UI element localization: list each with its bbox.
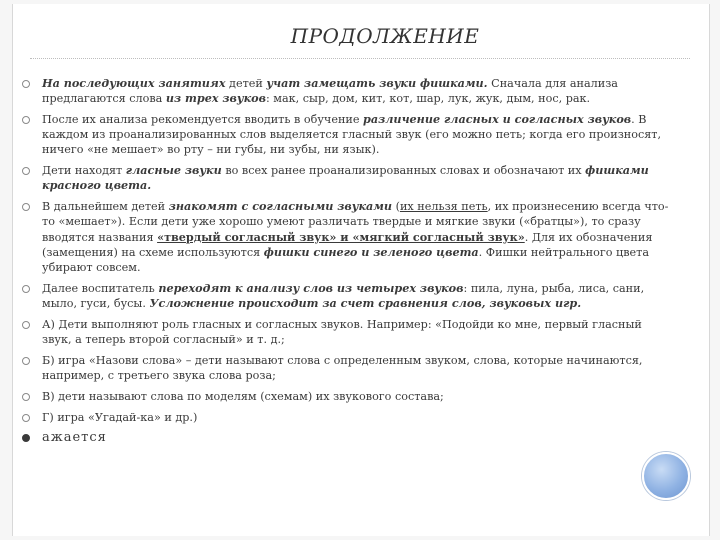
bullet-list bbox=[20, 76, 670, 451]
text-run: «твердый согласный звук» и «мягкий согласный звук» bbox=[157, 229, 525, 244]
text-run: знакомят с согласными звуками bbox=[168, 199, 393, 214]
text-run: учат замещать звуки фишками. bbox=[266, 76, 488, 90]
text-run: . Фишки нейтрального цвета убирают совсем. bbox=[42, 245, 650, 275]
text-run: переходят к анализу слов из четырех звуков bbox=[158, 280, 464, 295]
text-run: Далее воспитатель bbox=[42, 281, 159, 295]
bullet-icon bbox=[22, 357, 30, 365]
text-run: ажается bbox=[42, 430, 107, 446]
text-run: гласные звуки bbox=[125, 163, 222, 178]
bullet-icon bbox=[22, 203, 30, 211]
list-item bbox=[20, 389, 670, 404]
text-run: различение гласных и согласных звуков bbox=[363, 112, 632, 126]
list-item bbox=[20, 353, 670, 383]
text-run: Усложнение происходит за счет сравнения слов, звуковых игр. bbox=[149, 296, 582, 311]
text-run: После их анализа рекомендуется вводить в обучение bbox=[42, 113, 364, 126]
list-item bbox=[20, 112, 670, 158]
list-item bbox=[20, 317, 670, 347]
list-item bbox=[20, 430, 670, 445]
list-item bbox=[20, 163, 670, 193]
list-item bbox=[20, 76, 670, 106]
text-run: , их произнесению всегда что-то «мешает»). Если дети уже хорошо умеют различать твердые и мягкие звуки («братцы»), то сразу вводятся названия bbox=[42, 200, 669, 244]
list-item bbox=[20, 410, 670, 425]
text-run: ( bbox=[392, 200, 400, 214]
title-divider bbox=[30, 58, 690, 59]
bullet-icon bbox=[22, 414, 30, 422]
text-run: : мак, сыр, дом, кит, кот, шар, лук, жук, дым, нос, рак. bbox=[265, 92, 591, 106]
text-run: : пила, луна, рыба, лиса, сани, мыло, гуси, бусы. bbox=[42, 281, 645, 311]
decorative-circle-icon bbox=[642, 452, 690, 500]
text-run: А) Дети выполняют роль гласных и согласных звуков. Например: «Подойди ко мне, первый гласный звук, а теперь второй согласный» и т. д.; bbox=[42, 317, 642, 347]
text-run: фишками красного цвета. bbox=[42, 163, 649, 193]
slide-title bbox=[0, 24, 720, 48]
text-run: фишки синего и зеленого цвета bbox=[263, 244, 479, 259]
bullet-icon bbox=[22, 434, 30, 442]
text-run: детей bbox=[225, 77, 267, 90]
text-run: . В каждом из проанализированных слов выделяется гласный звук (его можно петь; когда его произносят, ничего «не мешает» во рту – ни губы, ни зубы, ни язык). bbox=[42, 113, 662, 157]
text-run: Дети находят bbox=[42, 164, 126, 178]
text-run: На последующих занятиях bbox=[42, 76, 226, 90]
text-run: их нельзя петь bbox=[399, 200, 488, 214]
bullet-icon bbox=[22, 116, 30, 124]
bullet-icon bbox=[22, 80, 30, 88]
text-run: Г) игра «Угадай-ка» и др.) bbox=[42, 410, 198, 424]
text-run: . Для их обозначения (замещения) на схеме используются bbox=[42, 230, 653, 259]
text-run: Сначала для анализа предлагаются слова bbox=[42, 77, 618, 106]
text-run: В) дети называют слова по моделям (схемам) их звукового состава; bbox=[42, 389, 444, 403]
bullet-icon bbox=[22, 393, 30, 401]
slide-title-text: ПРОДОЛЖЕНИЕ bbox=[290, 24, 480, 48]
list-item bbox=[20, 281, 670, 311]
text-run: В дальнейшем детей bbox=[42, 200, 169, 214]
list-item bbox=[20, 199, 670, 275]
bullet-icon bbox=[22, 285, 30, 293]
text-run: из трех звуков bbox=[165, 91, 266, 106]
text-run: во всех ранее проанализированных словах и обозначают их bbox=[221, 164, 586, 178]
bullet-icon bbox=[22, 321, 30, 329]
bullet-icon bbox=[22, 167, 30, 175]
text-run: Б) игра «Назови слова» – дети называют слова с определенным звуком, слова, которые начинаются, например, с третьего звука слова роза; bbox=[42, 353, 643, 383]
